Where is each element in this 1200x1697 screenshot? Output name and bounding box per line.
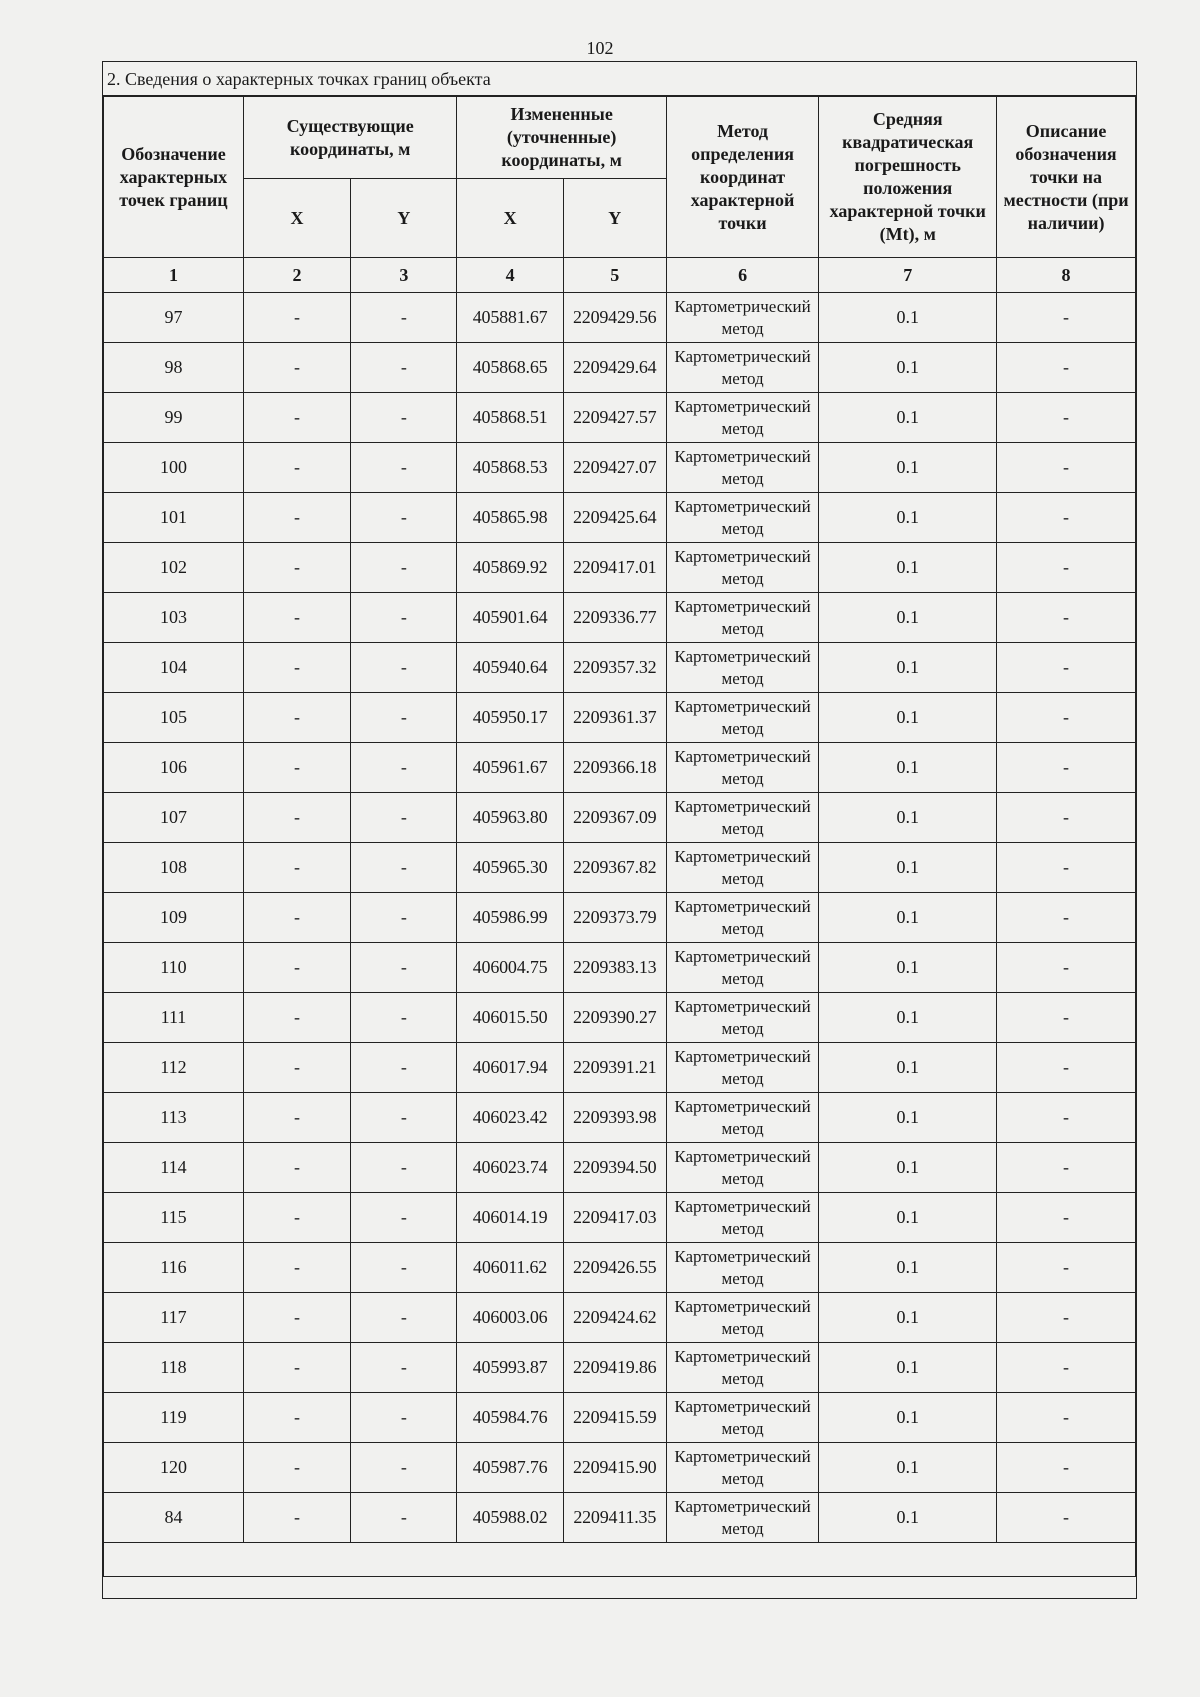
cell-method: Картометрический метод <box>666 743 819 793</box>
cell-existing-x: - <box>243 593 350 643</box>
cell-y: 2209427.07 <box>563 443 666 493</box>
header-point-designation: Обозначение характерных точек границ <box>104 97 244 258</box>
cell-y: 2209429.64 <box>563 343 666 393</box>
cell-method: Картометрический метод <box>666 1193 819 1243</box>
table-row <box>104 1443 1136 1493</box>
cell-existing-y: - <box>351 293 457 343</box>
cell-existing-y: - <box>351 743 457 793</box>
cell-existing-y: - <box>351 993 457 1043</box>
cell-method: Картометрический метод <box>666 1493 819 1543</box>
cell-y: 2209357.32 <box>563 643 666 693</box>
cell-x: 406017.94 <box>457 1043 563 1093</box>
cell-existing-y: - <box>351 843 457 893</box>
cell-y: 2209417.01 <box>563 543 666 593</box>
table-row <box>104 1293 1136 1343</box>
cell-method: Картометрический метод <box>666 1393 819 1443</box>
cell-y: 2209426.55 <box>563 1243 666 1293</box>
cell-description: - <box>997 693 1136 743</box>
cell-mt: 0.1 <box>819 1343 997 1393</box>
cell-existing-y: - <box>351 1193 457 1243</box>
cell-existing-x: - <box>243 1393 350 1443</box>
cell-description: - <box>997 1293 1136 1343</box>
cell-y: 2209411.35 <box>563 1493 666 1543</box>
cell-x: 406003.06 <box>457 1293 563 1343</box>
empty-footer-row <box>104 1543 1136 1577</box>
cell-x: 405963.80 <box>457 793 563 843</box>
table-row <box>104 293 1136 343</box>
cell-existing-y: - <box>351 1243 457 1293</box>
cell-description: - <box>997 743 1136 793</box>
cell-mt: 0.1 <box>819 793 997 843</box>
cell-x: 405868.51 <box>457 393 563 443</box>
cell-x: 406014.19 <box>457 1193 563 1243</box>
header-description: Описание обозначения точки на местности (при наличии) <box>997 97 1136 258</box>
cell-mt: 0.1 <box>819 1243 997 1293</box>
cell-point: 113 <box>104 1093 244 1143</box>
table-row <box>104 693 1136 743</box>
table-row <box>104 1043 1136 1093</box>
table-row <box>104 793 1136 843</box>
table-row <box>104 493 1136 543</box>
cell-x: 405984.76 <box>457 1393 563 1443</box>
empty-footer-cell <box>104 1543 1136 1577</box>
cell-existing-x: - <box>243 1043 350 1093</box>
cell-y: 2209429.56 <box>563 293 666 343</box>
table-row <box>104 443 1136 493</box>
column-number: 4 <box>457 258 563 293</box>
cell-x: 405868.65 <box>457 343 563 393</box>
cell-point: 111 <box>104 993 244 1043</box>
document-frame <box>102 61 1137 1599</box>
table-row <box>104 343 1136 393</box>
cell-method: Картометрический метод <box>666 1043 819 1093</box>
cell-mt: 0.1 <box>819 1193 997 1243</box>
table-row <box>104 943 1136 993</box>
cell-description: - <box>997 1393 1136 1443</box>
cell-existing-x: - <box>243 1093 350 1143</box>
cell-description: - <box>997 943 1136 993</box>
cell-x: 405986.99 <box>457 893 563 943</box>
cell-existing-x: - <box>243 1243 350 1293</box>
cell-point: 104 <box>104 643 244 693</box>
cell-method: Картометрический метод <box>666 1343 819 1393</box>
cell-mt: 0.1 <box>819 1393 997 1443</box>
header-changed-x: X <box>457 179 563 258</box>
cell-x: 405993.87 <box>457 1343 563 1393</box>
cell-description: - <box>997 393 1136 443</box>
cell-y: 2209427.57 <box>563 393 666 443</box>
cell-existing-y: - <box>351 343 457 393</box>
cell-existing-x: - <box>243 1443 350 1493</box>
cell-y: 2209366.18 <box>563 743 666 793</box>
cell-point: 120 <box>104 1443 244 1493</box>
cell-existing-x: - <box>243 943 350 993</box>
cell-description: - <box>997 443 1136 493</box>
cell-description: - <box>997 1343 1136 1393</box>
cell-y: 2209415.59 <box>563 1393 666 1443</box>
cell-mt: 0.1 <box>819 1143 997 1193</box>
cell-y: 2209419.86 <box>563 1343 666 1393</box>
cell-description: - <box>997 1043 1136 1093</box>
column-number: 6 <box>666 258 819 293</box>
cell-existing-y: - <box>351 1093 457 1143</box>
header-error: Средняя квадратическая погрешность положения характерной точки (Mt), м <box>819 97 997 258</box>
cell-description: - <box>997 1193 1136 1243</box>
cell-description: - <box>997 293 1136 343</box>
cell-existing-x: - <box>243 643 350 693</box>
cell-existing-x: - <box>243 443 350 493</box>
cell-x: 405865.98 <box>457 493 563 543</box>
cell-description: - <box>997 1243 1136 1293</box>
cell-method: Картометрический метод <box>666 943 819 993</box>
table-row <box>104 893 1136 943</box>
cell-y: 2209367.09 <box>563 793 666 843</box>
table-body <box>104 293 1136 1543</box>
cell-y: 2209391.21 <box>563 1043 666 1093</box>
table-row <box>104 1243 1136 1293</box>
cell-mt: 0.1 <box>819 843 997 893</box>
cell-method: Картометрический метод <box>666 1243 819 1293</box>
boundary-points-table <box>103 96 1136 1577</box>
cell-mt: 0.1 <box>819 743 997 793</box>
cell-mt: 0.1 <box>819 943 997 993</box>
cell-y: 2209425.64 <box>563 493 666 543</box>
cell-existing-y: - <box>351 1043 457 1093</box>
cell-description: - <box>997 1443 1136 1493</box>
cell-point: 109 <box>104 893 244 943</box>
cell-method: Картометрический метод <box>666 593 819 643</box>
cell-mt: 0.1 <box>819 343 997 393</box>
cell-method: Картометрический метод <box>666 293 819 343</box>
cell-point: 98 <box>104 343 244 393</box>
cell-existing-y: - <box>351 943 457 993</box>
cell-description: - <box>997 343 1136 393</box>
cell-mt: 0.1 <box>819 293 997 343</box>
cell-point: 101 <box>104 493 244 543</box>
table-row <box>104 1493 1136 1543</box>
cell-method: Картометрический метод <box>666 393 819 443</box>
cell-point: 107 <box>104 793 244 843</box>
cell-mt: 0.1 <box>819 1043 997 1093</box>
cell-existing-x: - <box>243 543 350 593</box>
cell-description: - <box>997 593 1136 643</box>
table-row <box>104 843 1136 893</box>
cell-existing-x: - <box>243 1193 350 1243</box>
header-method: Метод определения координат характерной точки <box>666 97 819 258</box>
cell-existing-x: - <box>243 843 350 893</box>
cell-method: Картометрический метод <box>666 993 819 1043</box>
header-changed-y: Y <box>563 179 666 258</box>
table-row <box>104 1343 1136 1393</box>
cell-existing-y: - <box>351 1393 457 1443</box>
cell-mt: 0.1 <box>819 993 997 1043</box>
cell-x: 405901.64 <box>457 593 563 643</box>
cell-description: - <box>997 993 1136 1043</box>
cell-description: - <box>997 1493 1136 1543</box>
cell-existing-y: - <box>351 443 457 493</box>
cell-description: - <box>997 843 1136 893</box>
cell-method: Картометрический метод <box>666 693 819 743</box>
cell-existing-x: - <box>243 693 350 743</box>
cell-point: 100 <box>104 443 244 493</box>
cell-mt: 0.1 <box>819 543 997 593</box>
column-number: 1 <box>104 258 244 293</box>
cell-description: - <box>997 1093 1136 1143</box>
cell-existing-y: - <box>351 793 457 843</box>
cell-point: 119 <box>104 1393 244 1443</box>
cell-x: 405869.92 <box>457 543 563 593</box>
cell-point: 115 <box>104 1193 244 1243</box>
cell-method: Картометрический метод <box>666 1443 819 1493</box>
cell-point: 112 <box>104 1043 244 1093</box>
cell-mt: 0.1 <box>819 393 997 443</box>
cell-description: - <box>997 793 1136 843</box>
cell-point: 118 <box>104 1343 244 1393</box>
table-row <box>104 593 1136 643</box>
cell-method: Картометрический метод <box>666 543 819 593</box>
cell-y: 2209417.03 <box>563 1193 666 1243</box>
cell-existing-y: - <box>351 643 457 693</box>
header-existing-x: X <box>243 179 350 258</box>
header-existing-coords: Существующие координаты, м <box>243 97 457 179</box>
cell-existing-x: - <box>243 293 350 343</box>
cell-method: Картометрический метод <box>666 493 819 543</box>
table-row <box>104 1143 1136 1193</box>
cell-existing-x: - <box>243 1493 350 1543</box>
cell-description: - <box>997 543 1136 593</box>
cell-x: 405868.53 <box>457 443 563 493</box>
cell-method: Картометрический метод <box>666 843 819 893</box>
cell-x: 405950.17 <box>457 693 563 743</box>
cell-point: 102 <box>104 543 244 593</box>
cell-x: 405961.67 <box>457 743 563 793</box>
cell-existing-x: - <box>243 343 350 393</box>
cell-method: Картометрический метод <box>666 643 819 693</box>
cell-existing-x: - <box>243 993 350 1043</box>
cell-x: 406015.50 <box>457 993 563 1043</box>
column-number: 7 <box>819 258 997 293</box>
cell-existing-y: - <box>351 593 457 643</box>
cell-x: 405988.02 <box>457 1493 563 1543</box>
cell-method: Картометрический метод <box>666 1143 819 1193</box>
cell-point: 97 <box>104 293 244 343</box>
cell-existing-y: - <box>351 493 457 543</box>
column-numbers-row <box>104 258 1136 293</box>
cell-point: 103 <box>104 593 244 643</box>
cell-existing-y: - <box>351 1343 457 1393</box>
cell-mt: 0.1 <box>819 443 997 493</box>
cell-mt: 0.1 <box>819 693 997 743</box>
table-row <box>104 993 1136 1043</box>
cell-point: 110 <box>104 943 244 993</box>
column-number: 3 <box>351 258 457 293</box>
page-number: 102 <box>586 38 614 58</box>
cell-existing-y: - <box>351 693 457 743</box>
cell-method: Картометрический метод <box>666 893 819 943</box>
cell-description: - <box>997 1143 1136 1193</box>
section-title: 2. Сведения о характерных точках границ объекта <box>103 62 1136 96</box>
cell-mt: 0.1 <box>819 893 997 943</box>
cell-method: Картометрический метод <box>666 443 819 493</box>
cell-y: 2209367.82 <box>563 843 666 893</box>
cell-description: - <box>997 643 1136 693</box>
cell-point: 117 <box>104 1293 244 1343</box>
cell-point: 114 <box>104 1143 244 1193</box>
cell-y: 2209424.62 <box>563 1293 666 1343</box>
header-changed-coords: Измененные (уточненные) координаты, м <box>457 97 666 179</box>
table-row <box>104 543 1136 593</box>
header-existing-y: Y <box>351 179 457 258</box>
cell-method: Картометрический метод <box>666 793 819 843</box>
table-row <box>104 393 1136 443</box>
cell-existing-x: - <box>243 1293 350 1343</box>
table-row <box>104 1193 1136 1243</box>
cell-existing-x: - <box>243 1143 350 1193</box>
cell-mt: 0.1 <box>819 493 997 543</box>
column-number: 8 <box>997 258 1136 293</box>
cell-y: 2209393.98 <box>563 1093 666 1143</box>
column-number: 2 <box>243 258 350 293</box>
table-row <box>104 743 1136 793</box>
cell-point: 106 <box>104 743 244 793</box>
cell-y: 2209361.37 <box>563 693 666 743</box>
cell-mt: 0.1 <box>819 1493 997 1543</box>
cell-description: - <box>997 893 1136 943</box>
cell-mt: 0.1 <box>819 1093 997 1143</box>
cell-x: 406023.42 <box>457 1093 563 1143</box>
cell-point: 99 <box>104 393 244 443</box>
cell-existing-x: - <box>243 793 350 843</box>
cell-existing-x: - <box>243 393 350 443</box>
cell-method: Картометрический метод <box>666 1093 819 1143</box>
cell-mt: 0.1 <box>819 643 997 693</box>
cell-x: 405965.30 <box>457 843 563 893</box>
cell-existing-y: - <box>351 1293 457 1343</box>
cell-mt: 0.1 <box>819 593 997 643</box>
table-row <box>104 1393 1136 1443</box>
cell-existing-y: - <box>351 1493 457 1543</box>
cell-y: 2209394.50 <box>563 1143 666 1193</box>
cell-existing-x: - <box>243 493 350 543</box>
cell-existing-y: - <box>351 1143 457 1193</box>
cell-existing-y: - <box>351 1443 457 1493</box>
cell-mt: 0.1 <box>819 1443 997 1493</box>
cell-point: 84 <box>104 1493 244 1543</box>
cell-y: 2209336.77 <box>563 593 666 643</box>
cell-description: - <box>997 493 1136 543</box>
cell-x: 406023.74 <box>457 1143 563 1193</box>
cell-existing-x: - <box>243 1343 350 1393</box>
table-row <box>104 643 1136 693</box>
cell-y: 2209390.27 <box>563 993 666 1043</box>
cell-existing-y: - <box>351 393 457 443</box>
cell-y: 2209415.90 <box>563 1443 666 1493</box>
table-row <box>104 1093 1136 1143</box>
cell-mt: 0.1 <box>819 1293 997 1343</box>
cell-existing-x: - <box>243 743 350 793</box>
column-number: 5 <box>563 258 666 293</box>
cell-point: 108 <box>104 843 244 893</box>
cell-point: 116 <box>104 1243 244 1293</box>
cell-existing-x: - <box>243 893 350 943</box>
cell-y: 2209383.13 <box>563 943 666 993</box>
cell-x: 406011.62 <box>457 1243 563 1293</box>
cell-method: Картометрический метод <box>666 1293 819 1343</box>
cell-x: 405881.67 <box>457 293 563 343</box>
cell-method: Картометрический метод <box>666 343 819 393</box>
cell-x: 405987.76 <box>457 1443 563 1493</box>
cell-point: 105 <box>104 693 244 743</box>
cell-y: 2209373.79 <box>563 893 666 943</box>
cell-x: 405940.64 <box>457 643 563 693</box>
cell-existing-y: - <box>351 543 457 593</box>
cell-x: 406004.75 <box>457 943 563 993</box>
cell-existing-y: - <box>351 893 457 943</box>
